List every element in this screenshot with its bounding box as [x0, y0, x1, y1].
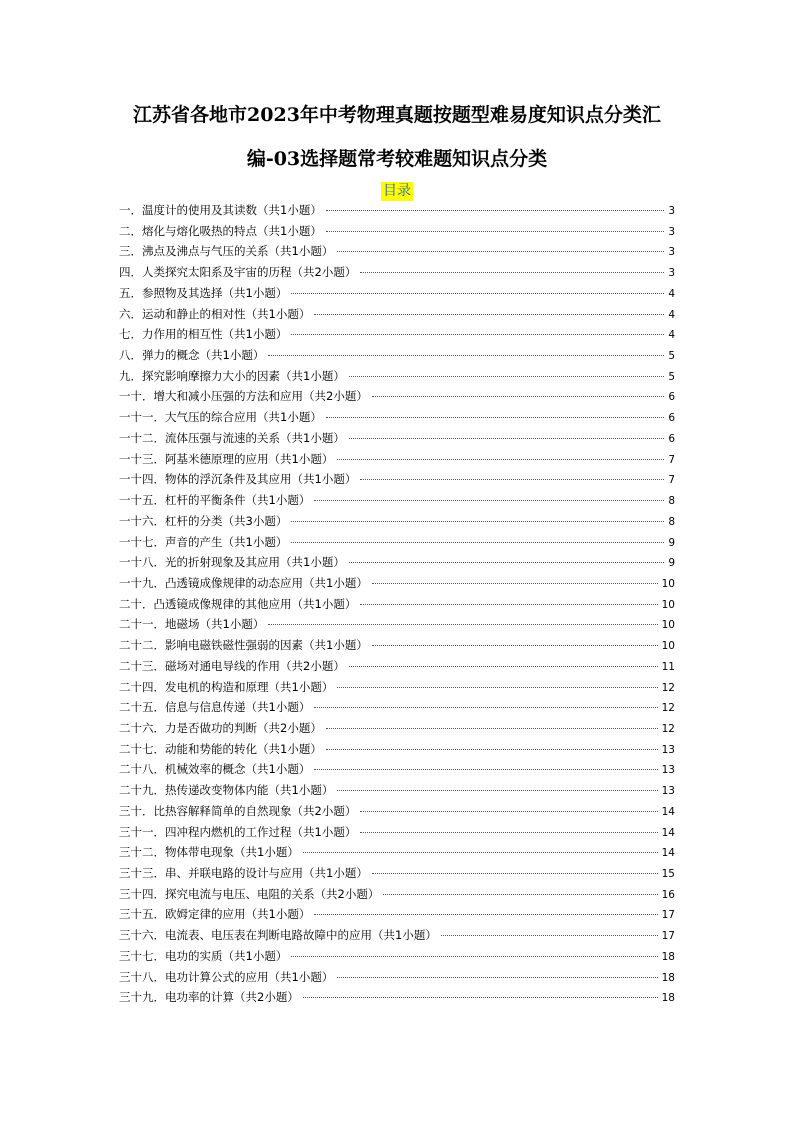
toc-entry-page-number[interactable]: 5 — [668, 370, 675, 383]
toc-entry-page-number[interactable]: 13 — [661, 743, 675, 756]
toc-entry[interactable] — [119, 697, 675, 718]
toc-entry-label[interactable]: 二．熔化与熔化吸热的特点（共1小题） — [119, 223, 322, 238]
toc-entry[interactable] — [119, 511, 675, 532]
toc-entry-label[interactable]: 二十．凸透镜成像规律的其他应用（共1小题） — [119, 596, 357, 611]
toc-entry[interactable] — [119, 739, 675, 760]
toc-entry-page-number[interactable]: 10 — [661, 598, 675, 611]
toc-entry[interactable] — [119, 635, 675, 656]
toc-dot-leader — [441, 935, 658, 936]
toc-dot-leader — [337, 790, 657, 791]
toc-entry-page-number[interactable]: 9 — [668, 557, 675, 570]
toc-entry-page-number[interactable]: 17 — [661, 909, 675, 922]
toc-dot-leader — [268, 624, 657, 625]
toc-entry-page-number[interactable]: 15 — [661, 868, 675, 880]
toc-entry-page-number[interactable]: 14 — [661, 805, 675, 818]
toc-entry-label[interactable]: 一十三．阿基米德原理的应用（共1小题） — [119, 451, 334, 466]
toc-entry-page-number[interactable]: 4 — [668, 329, 675, 342]
toc-entry-label[interactable]: 四．人类探究太阳系及宇宙的历程（共2小题） — [119, 265, 357, 280]
toc-entry-page-number[interactable]: 8 — [668, 515, 675, 528]
toc-entry-page-number[interactable]: 14 — [661, 826, 675, 839]
toc-entry-page-number[interactable]: 10 — [661, 577, 675, 590]
toc-entry-label[interactable]: 一十六．杠杆的分类（共3小题） — [119, 513, 288, 528]
toc-dot-leader — [291, 521, 664, 522]
toc-heading-label: 目录 — [383, 183, 411, 199]
toc-entry-label[interactable]: 一十七．声音的产生（共1小题） — [119, 534, 288, 549]
toc-entry-page-number[interactable]: 3 — [668, 205, 675, 217]
toc-entry-page-number[interactable]: 13 — [661, 785, 675, 798]
toc-dot-leader — [383, 894, 657, 895]
toc-entry[interactable] — [119, 759, 675, 780]
toc-entry-page-number[interactable]: 10 — [661, 640, 675, 653]
toc-dot-leader — [303, 997, 658, 998]
toc-entry-page-number[interactable]: 9 — [668, 536, 675, 549]
toc-entry-label[interactable]: 二十六．力是否做功的判断（共2小题） — [119, 720, 322, 735]
toc-heading — [0, 180, 794, 201]
toc-entry-page-number[interactable]: 16 — [661, 888, 675, 901]
toc-entry[interactable] — [119, 925, 675, 946]
document-title-line-1: 江苏省各地市2023年中考物理真题按题型难易度知识点分类汇 — [133, 104, 661, 126]
toc-entry-label[interactable]: 一．温度计的使用及其读数（共1小题） — [119, 203, 322, 217]
toc-entry[interactable] — [119, 656, 675, 677]
toc-entry[interactable] — [119, 822, 675, 843]
toc-entry[interactable] — [119, 449, 675, 470]
toc-entry-page-number[interactable]: 17 — [661, 930, 675, 943]
toc-entry[interactable] — [119, 842, 675, 863]
toc-dot-leader — [314, 914, 657, 915]
toc-entry[interactable] — [119, 345, 675, 366]
toc-entry[interactable] — [119, 552, 675, 573]
toc-entry-label[interactable]: 三十四．探究电流与电压、电阻的关系（共2小题） — [119, 886, 380, 901]
toc-dot-leader — [291, 293, 664, 294]
toc-entry[interactable] — [119, 241, 675, 262]
toc-entry[interactable] — [119, 946, 675, 967]
toc-entry-page-number[interactable]: 13 — [661, 764, 675, 777]
toc-dot-leader — [337, 687, 657, 688]
table-of-contents — [119, 200, 675, 1008]
toc-entry-page-number[interactable]: 11 — [661, 660, 675, 673]
toc-entry-label[interactable]: 一十四．物体的浮沉条件及其应用（共1小题） — [119, 472, 357, 487]
toc-entry[interactable] — [119, 594, 675, 615]
toc-dot-leader — [349, 376, 664, 377]
toc-dot-leader — [372, 396, 664, 397]
toc-dot-leader — [372, 873, 658, 874]
toc-dot-leader — [314, 314, 664, 315]
toc-entry-label[interactable]: 三．沸点及沸点与气压的关系（共1小题） — [119, 244, 334, 259]
toc-entry-label[interactable]: 七．力作用的相互性（共1小题） — [119, 327, 288, 342]
toc-dot-leader — [360, 832, 657, 833]
toc-entry[interactable] — [119, 884, 675, 905]
toc-dot-leader — [360, 811, 657, 812]
toc-entry-page-number[interactable]: 10 — [661, 619, 675, 632]
toc-entry[interactable] — [119, 304, 675, 325]
toc-entry-label[interactable]: 三十七．电功的实质（共1小题） — [119, 948, 288, 963]
toc-entry-page-number[interactable]: 3 — [668, 246, 675, 259]
toc-dot-leader — [291, 956, 657, 957]
toc-dot-leader — [303, 852, 658, 853]
toc-entry-label[interactable]: 三十八．电功计算公式的应用（共1小题） — [119, 969, 334, 984]
toc-dot-leader — [337, 251, 664, 252]
toc-entry[interactable] — [119, 801, 675, 822]
toc-entry-label[interactable]: 一十二．流体压强与流速的关系（共1小题） — [119, 430, 345, 445]
toc-entry[interactable] — [119, 324, 675, 345]
toc-dot-leader — [360, 479, 664, 480]
toc-entry-label[interactable]: 三十二．物体带电现象（共1小题） — [119, 845, 299, 860]
toc-entry-page-number[interactable]: 5 — [668, 350, 675, 363]
toc-entry-label[interactable]: 二十二．影响电磁铁磁性强弱的因素（共1小题） — [119, 638, 368, 653]
toc-entry-page-number[interactable]: 18 — [661, 971, 675, 984]
toc-entry-label[interactable]: 五．参照物及其选择（共1小题） — [119, 285, 288, 300]
toc-entry-page-number[interactable]: 7 — [668, 453, 675, 466]
toc-entry-label[interactable]: 二十七．动能和势能的转化（共1小题） — [119, 741, 322, 756]
toc-dot-leader — [326, 417, 664, 418]
toc-entry[interactable] — [119, 386, 675, 407]
document-title-line-2: 编-03选择题常考较难题知识点分类 — [246, 148, 548, 170]
toc-entry-page-number[interactable]: 18 — [661, 992, 675, 1005]
toc-entry[interactable] — [119, 262, 675, 283]
toc-entry-page-number[interactable]: 7 — [668, 474, 675, 487]
toc-entry[interactable] — [119, 366, 675, 387]
toc-dot-leader — [291, 334, 664, 335]
toc-dot-leader — [349, 666, 658, 667]
toc-entry-label[interactable]: 一十八．光的折射现象及其应用（共1小题） — [119, 555, 345, 570]
toc-entry[interactable] — [119, 967, 675, 988]
toc-entry[interactable] — [119, 283, 675, 304]
toc-entry-label[interactable]: 一十五．杠杆的平衡条件（共1小题） — [119, 493, 311, 508]
toc-dot-leader — [314, 707, 657, 708]
toc-entry-label[interactable]: 三十九．电功率的计算（共2小题） — [119, 990, 299, 1005]
toc-entry[interactable] — [119, 677, 675, 698]
toc-entry[interactable] — [119, 780, 675, 801]
toc-dot-leader — [291, 542, 664, 543]
toc-entry-page-number[interactable]: 14 — [661, 847, 675, 860]
toc-entry[interactable] — [119, 987, 675, 1008]
toc-dot-leader — [326, 210, 664, 211]
toc-entry-page-number[interactable]: 4 — [668, 287, 675, 300]
toc-entry[interactable] — [119, 200, 675, 221]
toc-entry-page-number[interactable]: 18 — [661, 950, 675, 963]
toc-entry-page-number[interactable]: 12 — [661, 702, 675, 715]
toc-entry[interactable] — [119, 221, 675, 242]
toc-dot-leader — [326, 749, 658, 750]
toc-entry-page-number[interactable]: 3 — [668, 225, 675, 238]
toc-dot-leader — [268, 355, 664, 356]
toc-dot-leader — [372, 645, 658, 646]
toc-dot-leader — [326, 728, 658, 729]
toc-entry-label[interactable]: 二十九．热传递改变物体内能（共1小题） — [119, 783, 334, 798]
toc-entry-label[interactable]: 三十五．欧姆定律的应用（共1小题） — [119, 907, 311, 922]
toc-entry-label[interactable]: 三十．比热容解释简单的自然现象（共2小题） — [119, 803, 357, 818]
toc-entry-page-number[interactable]: 4 — [668, 308, 675, 321]
toc-dot-leader — [360, 272, 664, 273]
toc-entry-label[interactable]: 一十九．凸透镜成像规律的动态应用（共1小题） — [119, 575, 368, 590]
toc-entry[interactable] — [119, 863, 675, 884]
toc-entry-label[interactable]: 一十一．大气压的综合应用（共1小题） — [119, 410, 322, 425]
toc-dot-leader — [314, 500, 664, 501]
toc-entry-page-number[interactable]: 8 — [668, 495, 675, 508]
toc-entry-label[interactable]: 二十一．地磁场（共1小题） — [119, 617, 265, 632]
toc-entry-page-number[interactable]: 6 — [668, 391, 675, 404]
toc-dot-leader — [372, 583, 658, 584]
toc-dot-leader — [337, 459, 664, 460]
toc-dot-leader — [360, 604, 657, 605]
toc-dot-leader — [349, 562, 664, 563]
toc-entry-page-number[interactable]: 12 — [661, 681, 675, 694]
toc-entry-page-number[interactable]: 3 — [668, 267, 675, 280]
toc-dot-leader — [314, 769, 657, 770]
toc-entry[interactable] — [119, 469, 675, 490]
toc-dot-leader — [349, 438, 664, 439]
toc-entry[interactable] — [119, 490, 675, 511]
toc-entry-label[interactable]: 三十三．串、并联电路的设计与应用（共1小题） — [119, 866, 368, 880]
toc-entry[interactable] — [119, 428, 675, 449]
toc-entry[interactable] — [119, 532, 675, 553]
toc-entry[interactable] — [119, 718, 675, 739]
toc-entry-label[interactable]: 八．弹力的概念（共1小题） — [119, 348, 265, 363]
toc-entry-label[interactable]: 一十．增大和减小压强的方法和应用（共2小题） — [119, 389, 368, 404]
toc-entry-label[interactable]: 六．运动和静止的相对性（共1小题） — [119, 306, 311, 321]
toc-entry-label[interactable]: 三十六．电流表、电压表在判断电路故障中的应用（共1小题） — [119, 928, 437, 943]
toc-entry-label[interactable]: 二十四．发电机的构造和原理（共1小题） — [119, 679, 334, 694]
toc-entry-label[interactable]: 二十五．信息与信息传递（共1小题） — [119, 700, 311, 715]
toc-entry[interactable] — [119, 573, 675, 594]
toc-entry-label[interactable]: 二十八．机械效率的概念（共1小题） — [119, 762, 311, 777]
toc-entry-page-number[interactable]: 6 — [668, 412, 675, 425]
toc-dot-leader — [337, 977, 657, 978]
toc-entry-page-number[interactable]: 12 — [661, 722, 675, 735]
toc-entry[interactable] — [119, 904, 675, 925]
toc-entry-label[interactable]: 九．探究影响摩擦力大小的因素（共1小题） — [119, 368, 345, 383]
toc-entry[interactable] — [119, 614, 675, 635]
toc-entry-label[interactable]: 二十三．磁场对通电导线的作用（共2小题） — [119, 658, 345, 673]
toc-entry-label[interactable]: 三十一．四冲程内燃机的工作过程（共1小题） — [119, 824, 357, 839]
toc-dot-leader — [326, 231, 664, 232]
toc-entry[interactable] — [119, 407, 675, 428]
toc-entry-page-number[interactable]: 6 — [668, 432, 675, 445]
